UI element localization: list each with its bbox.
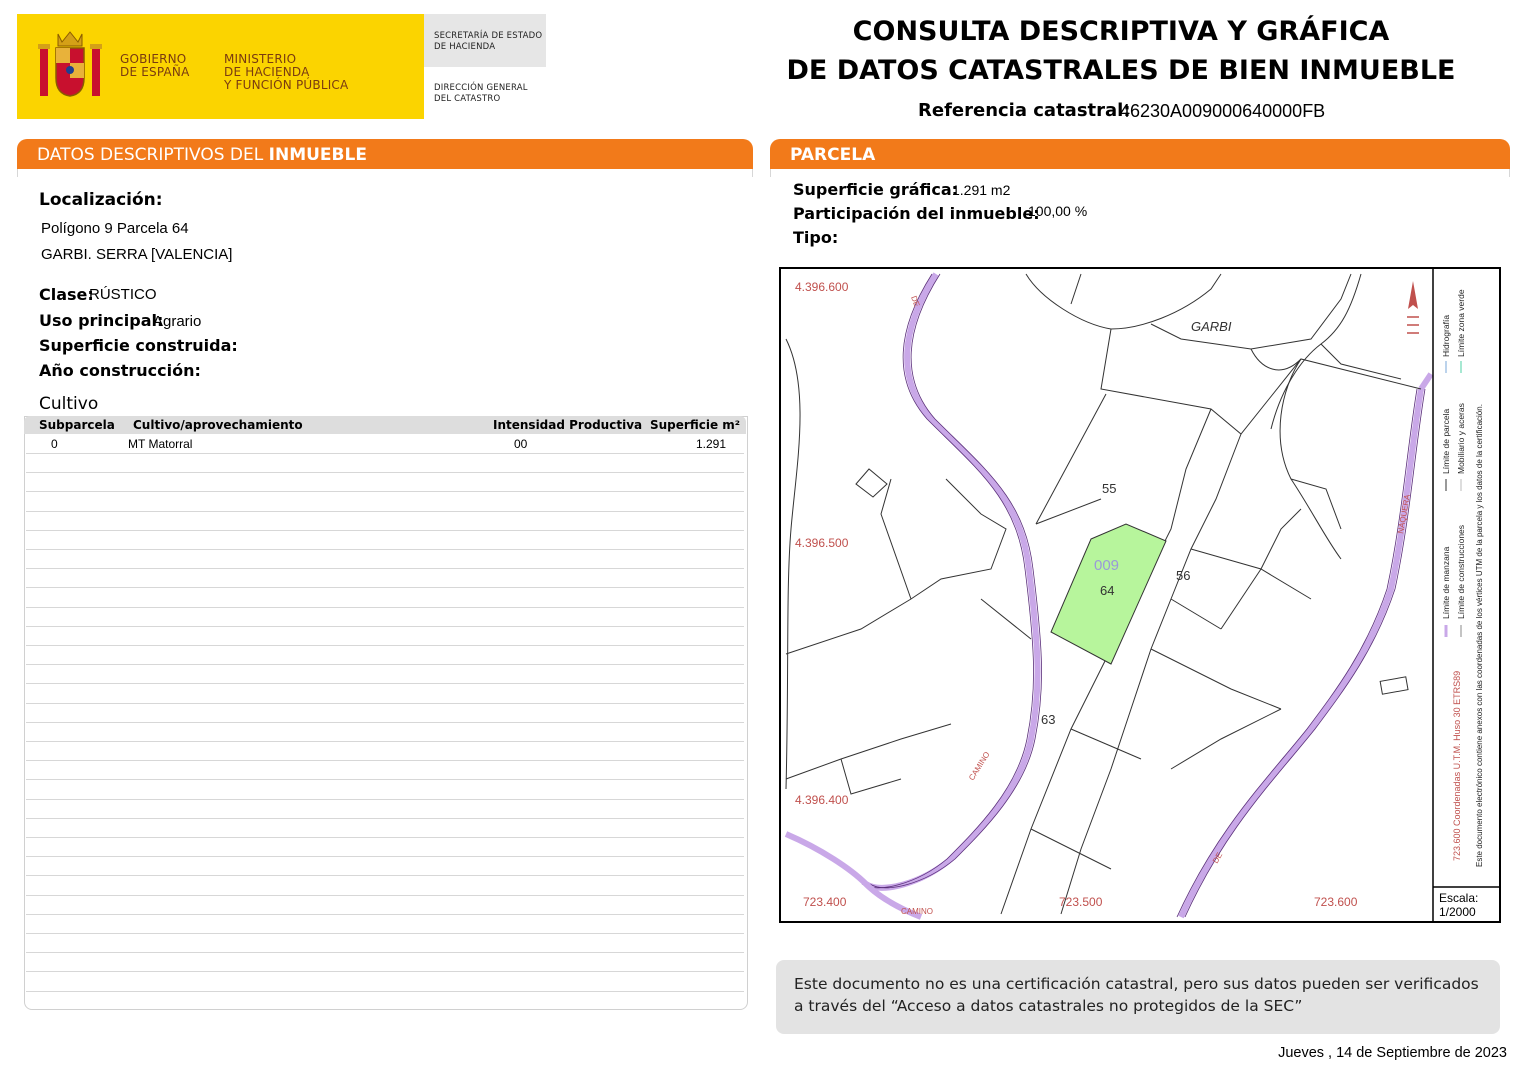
secretaria-text: SECRETARÍA DE ESTADO DE HACIENDA <box>434 31 543 52</box>
coord-y1: 4.396.600 <box>795 280 849 294</box>
table-row-line <box>26 511 744 512</box>
camino-label-2: CAMINO <box>901 907 933 916</box>
gobierno-text: GOBIERNO DE ESPAÑA <box>120 52 190 79</box>
coord-y3: 4.396.400 <box>795 793 849 807</box>
participacion-value: 100,00 % <box>1028 203 1088 219</box>
parcel-56-label: 56 <box>1176 568 1191 583</box>
table-row-line <box>26 971 744 972</box>
map-legend <box>1441 289 1484 867</box>
localizacion-label: Localización: <box>39 190 163 210</box>
section-edge <box>17 169 753 177</box>
clase-value: RÚSTICO <box>89 286 157 303</box>
table-row-line <box>26 587 744 588</box>
camino-label: CAMINO <box>967 750 992 783</box>
coord-x1: 723.400 <box>803 895 847 909</box>
svg-text:Hidrografía: Hidrografía <box>1441 314 1451 357</box>
table-row-line <box>26 530 744 531</box>
table-row-line <box>26 568 744 569</box>
table-row-line <box>26 664 744 665</box>
ano-construccion-label: Año construcción: <box>39 361 201 380</box>
coat-of-arms-icon <box>34 26 106 106</box>
table-row-line <box>26 933 744 934</box>
uso-label: Uso principal: <box>39 311 164 330</box>
de-label: DE <box>909 294 922 309</box>
col-cultivo: Cultivo/aprovechamiento <box>133 418 303 432</box>
col-superficie: Superficie m² <box>650 418 741 432</box>
table-row-line <box>26 472 744 473</box>
table-row-line <box>26 607 744 608</box>
uso-value: Agrario <box>153 313 202 330</box>
coord-y2: 4.396.500 <box>795 536 849 550</box>
scale-label: Escala: <box>1439 891 1479 905</box>
footer-date: Jueves , 14 de Septiembre de 2023 <box>1278 1045 1507 1061</box>
page-title-line1: CONSULTA DESCRIPTIVA Y GRÁFICA <box>852 16 1390 47</box>
svg-text:723.600 Coordenadas U.T.M. Hus: 723.600 Coordenadas U.T.M. Huso 30 ETRS89 <box>1452 670 1462 861</box>
map-svg <box>781 269 1499 921</box>
table-row-line <box>26 895 744 896</box>
svg-text:Límite de parcela: Límite de parcela <box>1441 408 1451 474</box>
table-row-line <box>26 875 744 876</box>
table-row-line <box>26 760 744 761</box>
coord-x3: 723.600 <box>1314 895 1358 909</box>
svg-text:Límite de manzana: Límite de manzana <box>1441 546 1451 619</box>
table-row-line <box>26 491 744 492</box>
table-row-line <box>26 818 744 819</box>
svg-text:Este documento electrónico con: Este documento electrónico contiene anexos con las coordenadas de los vértices UTM de la parcela y los datos de la certificación. <box>1475 404 1484 867</box>
page-title-line2: DE DATOS CATASTRALES DE BIEN INMUEBLE <box>786 55 1456 86</box>
parcel-64-label: 64 <box>1100 583 1115 598</box>
poligono-label: 009 <box>1094 557 1120 574</box>
col-subparcela: Subparcela <box>39 418 115 432</box>
cultivo-title: Cultivo <box>39 394 99 414</box>
participacion-label: Participación del inmueble: <box>793 204 1040 223</box>
parcel-63-label: 63 <box>1041 712 1056 727</box>
cell-subparcela: 0 <box>51 437 58 451</box>
superficie-grafica-label: Superficie gráfica: <box>793 180 959 199</box>
svg-text:Límite zona verde: Límite zona verde <box>1456 289 1466 357</box>
table-row-line <box>26 741 744 742</box>
table-row-line <box>26 779 744 780</box>
scale-value: 1/2000 <box>1439 905 1476 919</box>
ministerio-text: MINISTERIO DE HACIENDA Y FUNCIÓN PÚBLICA <box>224 52 349 92</box>
table-row-line <box>26 914 744 915</box>
table-row-line <box>26 952 744 953</box>
coord-x2: 723.500 <box>1059 895 1103 909</box>
table-row-line <box>26 991 744 992</box>
road-left <box>866 274 1038 888</box>
garbi-label: GARBI <box>1191 319 1232 334</box>
cultivo-table <box>24 416 748 1010</box>
parcela-header: PARCELA <box>770 139 1510 169</box>
table-row-line <box>26 856 744 857</box>
cell-intensidad: 00 <box>514 437 528 451</box>
cadastral-map <box>779 267 1501 923</box>
cell-superficie: 1.291 <box>696 437 727 451</box>
superficie-construida-label: Superficie construida: <box>39 336 238 355</box>
datos-descriptivos-header: DATOS DESCRIPTIVOS DEL INMUEBLE <box>17 139 753 169</box>
ref-value: 46230A009000640000FB <box>1120 101 1326 121</box>
table-row-line <box>26 837 744 838</box>
ref-label: Referencia catastral: <box>918 100 1131 121</box>
superficie-grafica-value: 1.291 m2 <box>952 182 1011 198</box>
table-row-line <box>26 703 744 704</box>
verification-notice: Este documento no es una certificación catastral, pero sus datos pueden ser verificados a través del “Acceso a datos catastrales no protegidos de la SEC” <box>776 960 1500 1034</box>
direccion-text: DIRECCIÓN GENERAL DEL CATASTRO <box>434 83 528 104</box>
tipo-label: Tipo: <box>793 228 839 247</box>
table-row-line <box>26 645 744 646</box>
section-edge-right <box>770 169 1510 177</box>
table-row-line <box>26 549 744 550</box>
north-arrow-icon <box>1407 281 1419 333</box>
table-row-line <box>26 626 744 627</box>
cell-cultivo: MT Matorral <box>128 437 193 451</box>
parcel-55-label: 55 <box>1102 481 1117 496</box>
clase-label: Clase: <box>39 285 94 304</box>
table-row-line <box>26 683 744 684</box>
col-intensidad: Intensidad Productiva <box>493 418 643 432</box>
table-row-line <box>26 722 744 723</box>
naquera-label: NAQUERA <box>1396 493 1412 535</box>
road-right <box>1181 389 1421 917</box>
svg-text:Mobiliario y aceras: Mobiliario y aceras <box>1456 403 1466 474</box>
localizacion-line2: GARBI. SERRA [VALENCIA] <box>41 246 233 263</box>
localizacion-line1: Polígono 9 Parcela 64 <box>41 220 189 237</box>
de-label-2: DE <box>1210 850 1225 865</box>
svg-text:Límite de construcciones: Límite de construcciones <box>1456 524 1466 619</box>
table-row-line <box>26 453 744 454</box>
table-row-line <box>26 799 744 800</box>
